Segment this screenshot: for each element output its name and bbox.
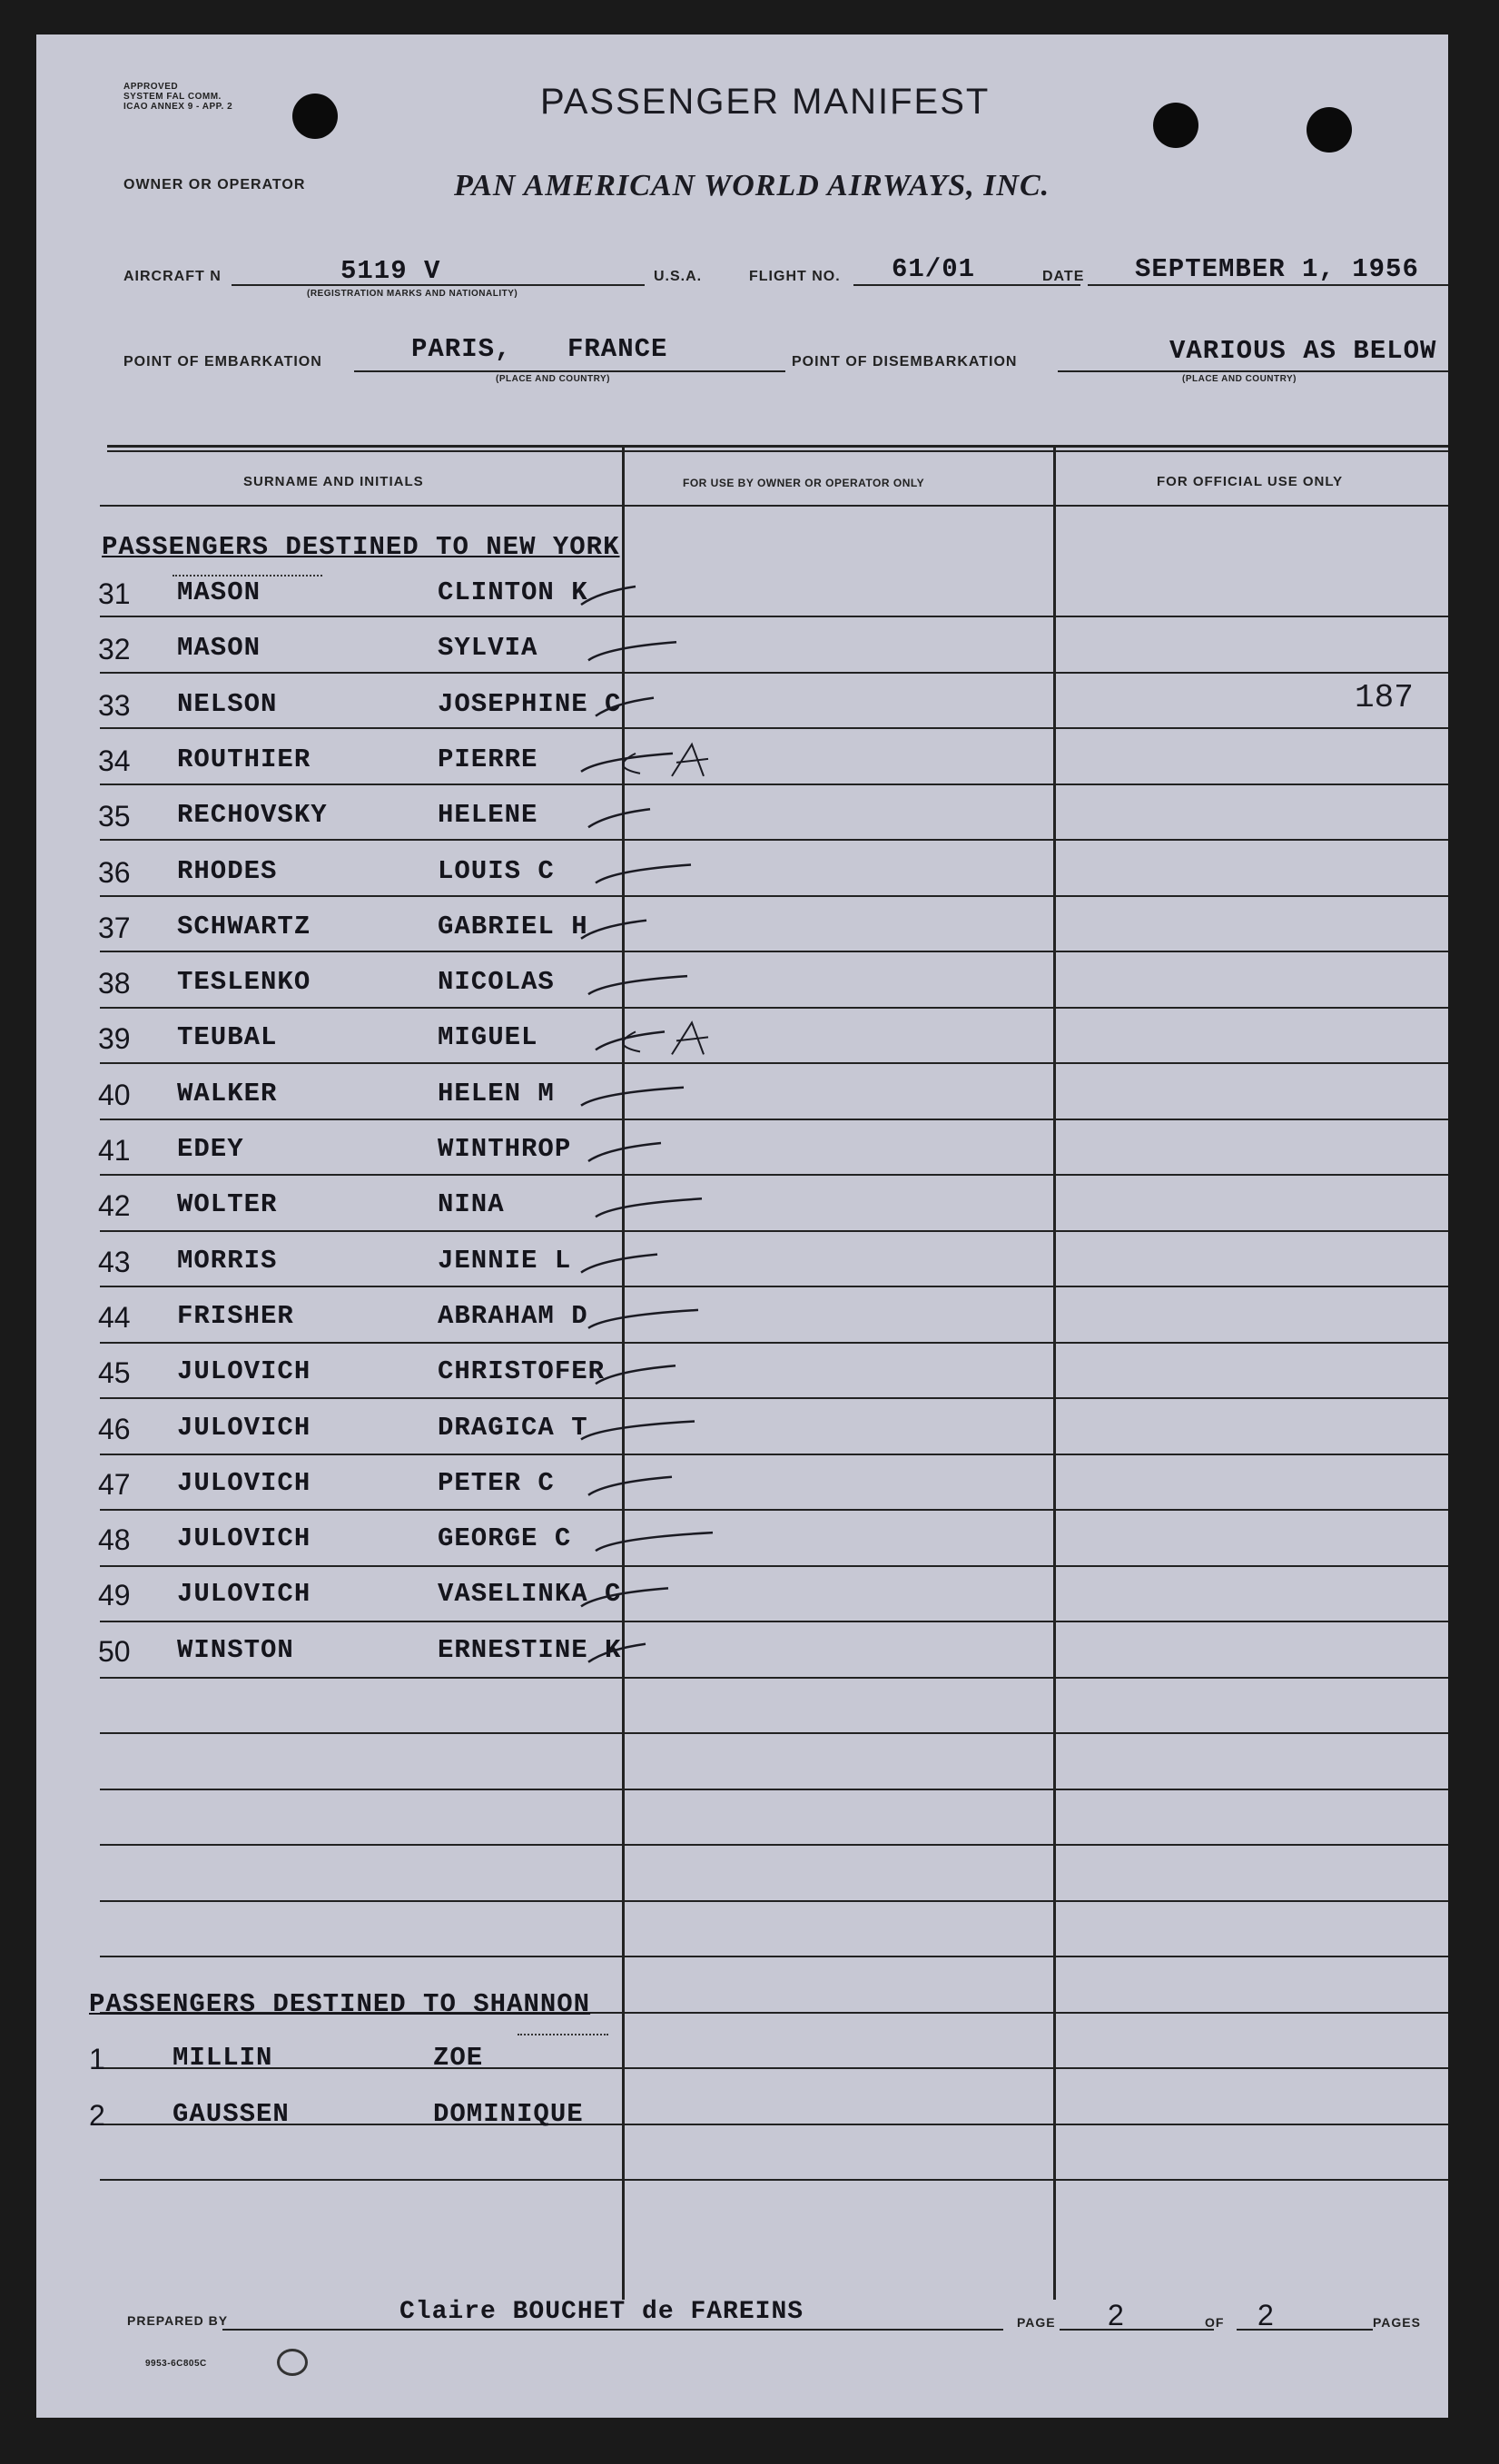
row-rule [100, 2179, 1448, 2181]
passenger-number: 35 [98, 800, 131, 833]
embark-country: FRANCE [567, 334, 668, 364]
passenger-number: 37 [98, 911, 131, 944]
embark-place: PARIS, [411, 334, 512, 364]
of-label: OF [1205, 2315, 1225, 2330]
passenger-given-name: GABRIEL H [438, 911, 588, 941]
passenger-surname: RHODES [177, 855, 278, 886]
row-rule [100, 1119, 1448, 1120]
section-heading-shannon: PASSENGERS DESTINED TO SHANNON [89, 1989, 591, 2019]
passenger-given-name: MIGUEL [438, 1022, 538, 1053]
passenger-number: 2 [89, 2099, 105, 2132]
row-rule [100, 1956, 1448, 1957]
disembark-label: POINT OF DISEMBARKATION [792, 354, 1018, 370]
passenger-number: 45 [98, 1356, 131, 1390]
passenger-given-name: PIERRE [438, 744, 538, 774]
passenger-given-name: CLINTON K [438, 577, 588, 607]
passenger-surname: JULOVICH [177, 1523, 311, 1554]
approval-line: ICAO ANNEX 9 - APP. 2 [123, 102, 233, 112]
passenger-surname: MASON [177, 633, 261, 664]
passenger-surname: GAUSSEN [173, 2099, 290, 2129]
page-underline [1060, 2329, 1214, 2331]
passenger-given-name: CHRISTOFER [438, 1356, 606, 1387]
passenger-number: 32 [98, 633, 131, 666]
row-rule [100, 1007, 1448, 1009]
disembark-value: VARIOUS AS BELOW [1169, 336, 1437, 366]
col-header-official: FOR OFFICIAL USE ONLY [1157, 474, 1344, 489]
passenger-number: 33 [98, 688, 131, 722]
check-stroke [588, 1310, 698, 1328]
check-stroke [596, 865, 691, 883]
registration-caption: (REGISTRATION MARKS AND NATIONALITY) [307, 289, 518, 299]
passenger-surname: WINSTON [177, 1634, 294, 1665]
punch-hole-left [292, 94, 338, 139]
of-value: 2 [1257, 2299, 1274, 2331]
row-rule [100, 1454, 1448, 1455]
embark-caption: (PLACE AND COUNTRY) [496, 374, 610, 384]
passenger-given-name: PETER C [438, 1467, 555, 1498]
prepared-label: PREPARED BY [127, 2313, 229, 2328]
punch-hole-middle [1153, 103, 1198, 148]
col-header-owner: FOR USE BY OWNER OR OPERATOR ONLY [683, 477, 925, 489]
punch-hole-right [1307, 107, 1352, 153]
date-underline [1088, 284, 1448, 286]
passenger-surname: TEUBAL [177, 1022, 278, 1053]
passenger-surname: EDEY [177, 1134, 244, 1164]
passenger-surname: WOLTER [177, 1189, 278, 1220]
check-stroke [588, 976, 687, 994]
aircraft-label: AIRCRAFT N [123, 269, 222, 284]
passenger-number: 50 [98, 1634, 131, 1668]
dotted-mark [173, 575, 322, 577]
row-rule [100, 1174, 1448, 1176]
approval-note [123, 82, 232, 112]
passenger-number: 1 [89, 2043, 105, 2075]
passenger-given-name: VASELINKA C [438, 1579, 622, 1610]
passenger-number: 48 [98, 1523, 131, 1557]
passenger-number: 43 [98, 1245, 131, 1278]
page-title: PASSENGER MANIFEST [540, 82, 991, 122]
passenger-surname: SCHWARTZ [177, 911, 311, 941]
table-top-rule [107, 445, 1448, 448]
dotted-mark-2 [518, 2034, 608, 2035]
aircraft-value: 5119 V [340, 256, 441, 286]
manifest-sheet [36, 34, 1448, 2418]
check-stroke [596, 1533, 713, 1551]
row-rule [100, 1900, 1448, 1902]
row-rule [100, 784, 1448, 785]
row-rule [100, 2124, 1448, 2125]
row-rule [100, 1397, 1448, 1399]
passenger-number: 41 [98, 1134, 131, 1167]
row-rule [100, 1286, 1448, 1287]
disembark-underline [1058, 370, 1448, 372]
passenger-given-name: ZOE [433, 2043, 484, 2073]
passenger-surname: NELSON [177, 688, 278, 719]
ua-mark [623, 744, 708, 776]
passenger-surname: RECHOVSKY [177, 800, 328, 831]
passenger-number: 31 [98, 577, 131, 610]
passenger-number: 46 [98, 1412, 131, 1445]
passenger-number: 39 [98, 1022, 131, 1056]
passenger-number: 40 [98, 1078, 131, 1111]
check-stroke [596, 1365, 676, 1384]
row-rule [100, 1230, 1448, 1232]
owner-label: OWNER OR OPERATOR [123, 177, 306, 192]
passenger-number: 49 [98, 1579, 131, 1612]
passenger-surname: JULOVICH [177, 1467, 311, 1498]
passenger-given-name: NINA [438, 1189, 505, 1220]
disembark-caption: (PLACE AND COUNTRY) [1182, 374, 1297, 384]
check-stroke [581, 921, 646, 939]
row-rule [100, 1565, 1448, 1567]
col-divider-2 [1053, 448, 1056, 2300]
operator-name: PAN AMERICAN WORLD AIRWAYS, INC. [454, 169, 1050, 202]
passenger-surname: JULOVICH [177, 1356, 311, 1387]
passenger-given-name: WINTHROP [438, 1134, 572, 1164]
passenger-given-name: DRAGICA T [438, 1412, 588, 1443]
passenger-given-name: HELEN M [438, 1078, 555, 1109]
passenger-number: 38 [98, 967, 131, 1000]
page-label: PAGE [1017, 2315, 1056, 2330]
passenger-given-name: HELENE [438, 800, 538, 831]
pages-label: PAGES [1373, 2315, 1421, 2330]
row-rule [100, 895, 1448, 897]
col-divider-1 [622, 448, 625, 2300]
ua-mark [623, 1022, 708, 1054]
form-code: 9953-6C805C [145, 2359, 207, 2369]
check-stroke [588, 1143, 661, 1161]
passenger-given-name: DOMINIQUE [433, 2099, 584, 2129]
embark-underline [354, 370, 785, 372]
row-rule [100, 951, 1448, 952]
passenger-number: 34 [98, 744, 131, 777]
official-note: 187 [1355, 679, 1414, 716]
passenger-surname: TESLENKO [177, 967, 311, 998]
check-stroke [596, 1031, 665, 1050]
check-stroke [588, 809, 650, 827]
page-value: 2 [1108, 2299, 1124, 2331]
row-rule [100, 1844, 1448, 1846]
check-stroke [581, 1255, 657, 1273]
check-stroke [581, 754, 673, 772]
passenger-surname: JULOVICH [177, 1579, 311, 1610]
check-stroke [581, 1088, 684, 1106]
date-value: SEPTEMBER 1, 1956 [1135, 254, 1419, 284]
table-top-rule-2 [107, 450, 1448, 452]
row-rule [100, 1509, 1448, 1511]
flight-label: FLIGHT NO. [749, 269, 841, 284]
passenger-given-name: NICOLAS [438, 967, 555, 998]
passenger-given-name: GEORGE C [438, 1523, 572, 1554]
passenger-surname: MILLIN [173, 2043, 273, 2073]
check-stroke [588, 1477, 672, 1495]
approval-line: APPROVED [123, 82, 179, 92]
passenger-surname: FRISHER [177, 1300, 294, 1331]
row-rule [100, 1062, 1448, 1064]
prepared-value: Claire BOUCHET de FAREINS [399, 2298, 804, 2326]
row-rule [100, 1732, 1448, 1734]
row-rule [100, 839, 1448, 841]
prepared-underline [222, 2329, 1003, 2331]
check-stroke [588, 642, 676, 660]
passenger-given-name: ABRAHAM D [438, 1300, 588, 1331]
check-stroke [596, 1198, 702, 1217]
embark-label: POINT OF EMBARKATION [123, 354, 322, 370]
passenger-number: 47 [98, 1467, 131, 1501]
row-rule [100, 672, 1448, 674]
approval-line: SYSTEM FAL COMM. [123, 92, 222, 102]
passenger-given-name: SYLVIA [438, 633, 538, 664]
section-heading-ny: PASSENGERS DESTINED TO NEW YORK [102, 532, 620, 562]
passenger-number: 36 [98, 855, 131, 889]
passenger-surname: MASON [177, 577, 261, 607]
row-rule [100, 1342, 1448, 1344]
passenger-given-name: LOUIS C [438, 855, 555, 886]
row-rule [100, 616, 1448, 617]
passenger-number: 44 [98, 1300, 131, 1334]
passenger-surname: JULOVICH [177, 1412, 311, 1443]
passenger-given-name: ERNESTINE K [438, 1634, 622, 1665]
passenger-surname: MORRIS [177, 1245, 278, 1276]
col-header-surname: SURNAME AND INITIALS [243, 474, 424, 489]
passenger-given-name: JOSEPHINE C [438, 688, 622, 719]
passenger-given-name: JENNIE L [438, 1245, 572, 1276]
stamp-mark [277, 2349, 308, 2376]
row-rule [100, 1789, 1448, 1790]
check-stroke [581, 1422, 695, 1440]
date-label: DATE [1042, 269, 1085, 284]
row-rule [100, 727, 1448, 729]
passenger-surname: ROUTHIER [177, 744, 311, 774]
flight-value: 61/01 [892, 254, 976, 284]
check-stroke [581, 586, 636, 605]
row-rule [100, 1677, 1448, 1679]
usa-label: U.S.A. [654, 269, 703, 284]
row-rule [100, 1621, 1448, 1622]
passenger-number: 42 [98, 1189, 131, 1223]
row-rule [100, 2067, 1448, 2069]
passenger-surname: WALKER [177, 1078, 278, 1109]
table-header-rule [100, 505, 1448, 507]
